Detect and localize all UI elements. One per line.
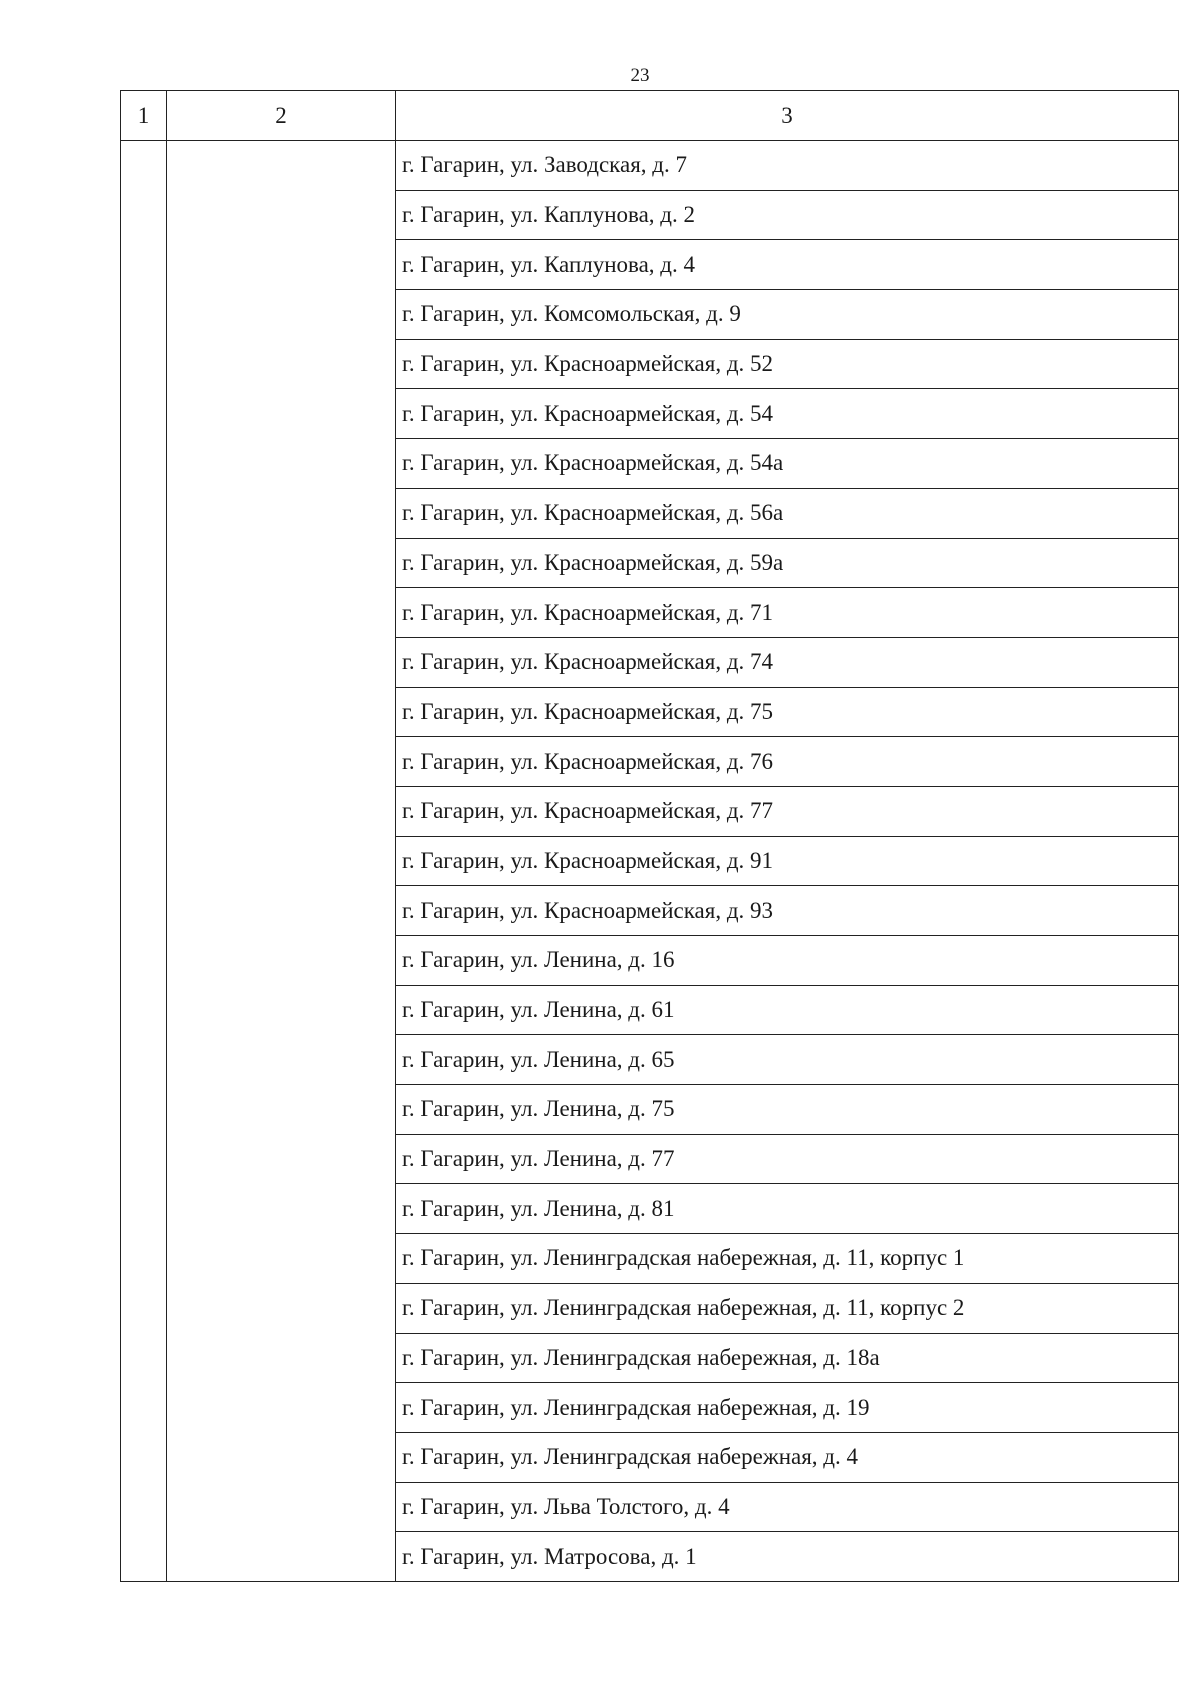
address-cell: г. Гагарин, ул. Красноармейская, д. 76 — [396, 737, 1179, 787]
address-cell: г. Гагарин, ул. Заводская, д. 7 — [396, 141, 1179, 191]
address-cell: г. Гагарин, ул. Красноармейская, д. 52 — [396, 339, 1179, 389]
address-cell: г. Гагарин, ул. Красноармейская, д. 56а — [396, 488, 1179, 538]
address-cell: г. Гагарин, ул. Матросова, д. 1 — [396, 1532, 1179, 1582]
address-table — [120, 90, 1179, 1582]
address-cell: г. Гагарин, ул. Красноармейская, д. 74 — [396, 637, 1179, 687]
address-cell: г. Гагарин, ул. Ленина, д. 75 — [396, 1085, 1179, 1135]
header-col-3: 3 — [396, 91, 1179, 141]
address-cell: г. Гагарин, ул. Красноармейская, д. 54 — [396, 389, 1179, 439]
address-cell: г. Гагарин, ул. Красноармейская, д. 77 — [396, 786, 1179, 836]
address-cell: г. Гагарин, ул. Ленинградская набережная, д. 11, корпус 1 — [396, 1234, 1179, 1284]
address-cell: г. Гагарин, ул. Ленина, д. 77 — [396, 1134, 1179, 1184]
header-col-1: 1 — [121, 91, 167, 141]
address-cell: г. Гагарин, ул. Льва Толстого, д. 4 — [396, 1482, 1179, 1532]
address-cell: г. Гагарин, ул. Ленина, д. 81 — [396, 1184, 1179, 1234]
header-col-2: 2 — [167, 91, 396, 141]
address-cell: г. Гагарин, ул. Ленинградская набережная, д. 18а — [396, 1333, 1179, 1383]
address-cell: г. Гагарин, ул. Ленина, д. 16 — [396, 936, 1179, 986]
address-cell: г. Гагарин, ул. Красноармейская, д. 75 — [396, 687, 1179, 737]
address-cell: г. Гагарин, ул. Ленинградская набережная, д. 11, корпус 2 — [396, 1283, 1179, 1333]
address-cell: г. Гагарин, ул. Комсомольская, д. 9 — [396, 290, 1179, 340]
address-cell: г. Гагарин, ул. Красноармейская, д. 93 — [396, 886, 1179, 936]
page-number: 23 — [630, 65, 650, 86]
address-cell: г. Гагарин, ул. Ленина, д. 65 — [396, 1035, 1179, 1085]
address-table-body — [121, 91, 1179, 1582]
address-cell: г. Гагарин, ул. Красноармейская, д. 71 — [396, 588, 1179, 638]
col-1-merged-cell — [121, 141, 167, 1582]
col-2-merged-cell — [167, 141, 396, 1582]
address-cell: г. Гагарин, ул. Каплунова, д. 2 — [396, 190, 1179, 240]
address-cell: г. Гагарин, ул. Ленинградская набережная, д. 19 — [396, 1383, 1179, 1433]
address-cell: г. Гагарин, ул. Красноармейская, д. 59а — [396, 538, 1179, 588]
address-cell: г. Гагарин, ул. Каплунова, д. 4 — [396, 240, 1179, 290]
address-cell: г. Гагарин, ул. Ленинградская набережная, д. 4 — [396, 1432, 1179, 1482]
table-row — [121, 141, 1179, 191]
address-cell: г. Гагарин, ул. Ленина, д. 61 — [396, 985, 1179, 1035]
address-cell: г. Гагарин, ул. Красноармейская, д. 54а — [396, 439, 1179, 489]
address-cell: г. Гагарин, ул. Красноармейская, д. 91 — [396, 836, 1179, 886]
table-header-row — [121, 91, 1179, 141]
